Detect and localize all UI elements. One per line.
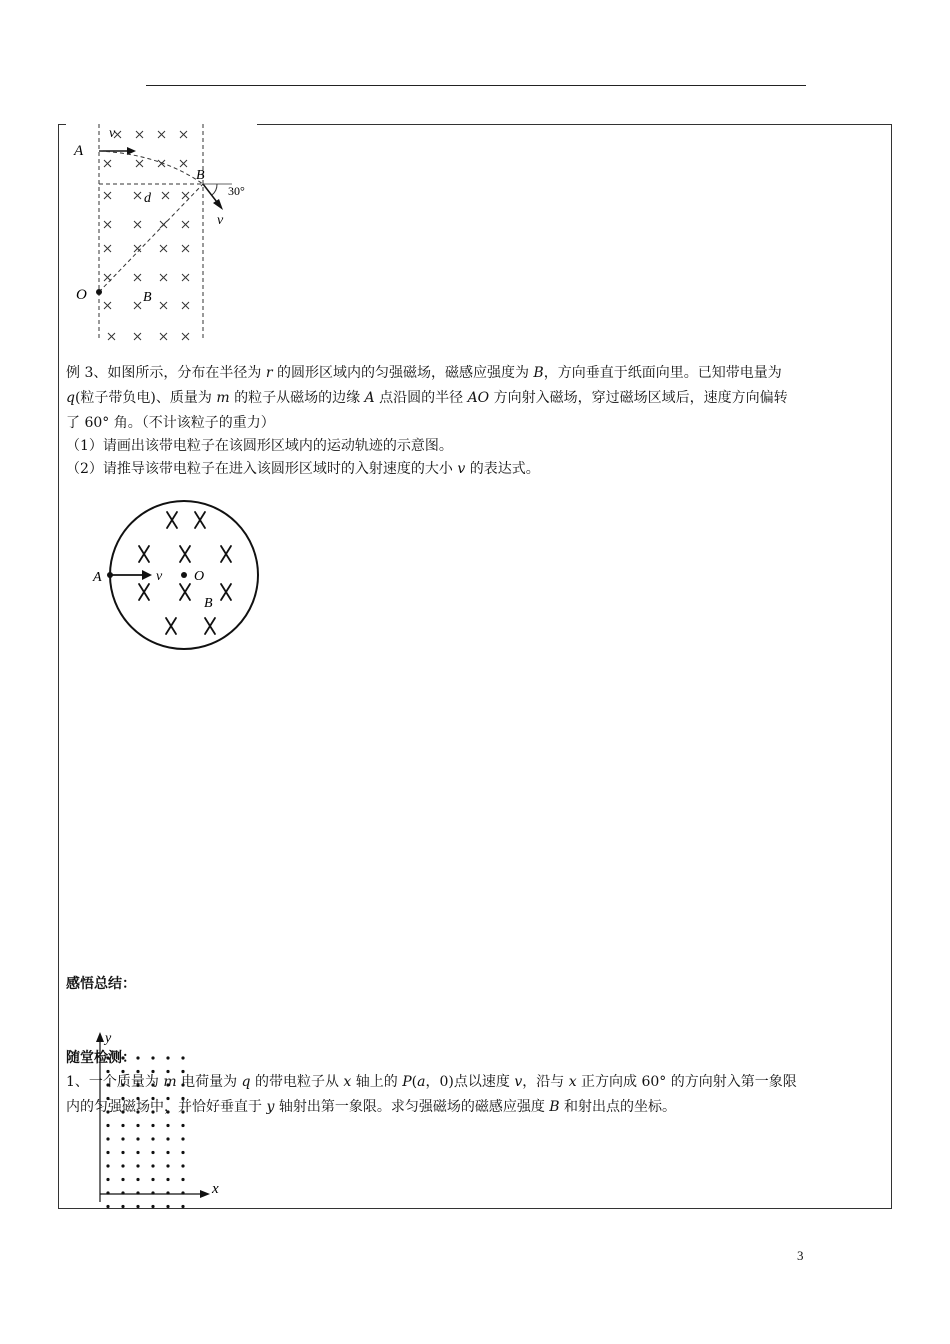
- field-dot: [181, 1164, 184, 1167]
- ex3-text: 方向射入磁场，穿过磁场区域后，速度方向偏转: [489, 390, 788, 406]
- field-dot: [106, 1191, 109, 1194]
- page-number: 3: [797, 1248, 804, 1263]
- quiz-text: 内的匀强磁场中，并恰好垂直于: [66, 1099, 267, 1115]
- quiz-text: 轴射出第一象限。求匀强磁场的磁感应强度: [274, 1099, 550, 1115]
- frame-top-border: [257, 124, 891, 125]
- field-dot: [136, 1124, 139, 1127]
- field-dot: [106, 1178, 109, 1181]
- field-dot: [151, 1137, 154, 1140]
- field-dot: [151, 1164, 154, 1167]
- field-dot: [106, 1124, 109, 1127]
- summary-heading: 感悟总结：: [66, 976, 136, 992]
- var-v: v: [457, 461, 466, 477]
- var-q: q: [241, 1074, 251, 1090]
- ex3-text: （2）请推导该带电粒子在进入该圆形区域时的入射速度的大小: [66, 461, 458, 477]
- ex3-text: ，方向垂直于纸面向里。已知带电量为: [543, 365, 782, 381]
- field-dot: [136, 1178, 139, 1181]
- field-dot: [151, 1124, 154, 1127]
- var-AO: AO: [467, 390, 490, 406]
- field-dot: [181, 1191, 184, 1194]
- example3-paragraph: [66, 362, 886, 481]
- quiz-text: 的带电粒子从: [250, 1074, 344, 1090]
- var-B: B: [533, 365, 544, 381]
- field-dot: [181, 1178, 184, 1181]
- field-dot: [166, 1191, 169, 1194]
- field-dot: [106, 1205, 109, 1208]
- field-dot: [166, 1178, 169, 1181]
- fig2-label-v: v: [156, 569, 163, 584]
- quiz-text: (: [411, 1074, 418, 1090]
- ex3-text: 点沿圆的半径: [374, 390, 468, 406]
- field-dot: [181, 1151, 184, 1154]
- example3-question1: （1）请画出该带电粒子在该圆形区域内的运动轨迹的示意图。: [66, 438, 453, 454]
- quiz-text: 1、一个质量为: [66, 1074, 164, 1090]
- quiz1-line2: [66, 1096, 886, 1119]
- field-dot: [166, 1056, 169, 1059]
- field-dot: [136, 1205, 139, 1208]
- field-dot: [121, 1205, 124, 1208]
- quiz1-line1: [66, 1071, 886, 1094]
- var-B: B: [549, 1099, 560, 1115]
- var-m: m: [163, 1074, 177, 1090]
- field-dot: [136, 1164, 139, 1167]
- quiz-text: ，0)点以速度: [425, 1074, 515, 1090]
- field-dot: [121, 1178, 124, 1181]
- var-a: a: [417, 1074, 426, 1090]
- fig1-angle-label: 30°: [228, 184, 245, 198]
- fig1-label-B-field: B: [143, 290, 152, 305]
- quiz-text: 电荷量为: [176, 1074, 242, 1090]
- field-dot: [181, 1137, 184, 1140]
- field-dot: [106, 1151, 109, 1154]
- fig2-label-A: A: [93, 570, 102, 585]
- var-P: P: [402, 1074, 412, 1090]
- field-dot: [166, 1124, 169, 1127]
- quiz-text: 正方向成 60° 的方向射入第一象限: [576, 1074, 797, 1090]
- ex3-text: 的表达式。: [465, 461, 540, 477]
- fig2-label-B: B: [204, 596, 213, 611]
- quiz-text: 和射出点的坐标。: [559, 1099, 677, 1115]
- var-r: r: [265, 365, 273, 381]
- field-dot: [106, 1137, 109, 1140]
- field-dot: [166, 1137, 169, 1140]
- fig1-label-O: O: [76, 287, 87, 303]
- ex3-text: 的粒子从磁场的边缘: [229, 390, 365, 406]
- figure-circle-field: [88, 495, 268, 655]
- header-rule: [146, 85, 806, 86]
- field-dot: [151, 1205, 154, 1208]
- var-y: y: [266, 1099, 275, 1115]
- example3-line1: [66, 362, 886, 385]
- fig2-label-O: O: [194, 569, 205, 584]
- field-dot: [151, 1056, 154, 1059]
- field-dot: [136, 1137, 139, 1140]
- field-dot: [181, 1124, 184, 1127]
- field-dot: [106, 1164, 109, 1167]
- field-dot: [151, 1178, 154, 1181]
- var-A: A: [364, 390, 375, 406]
- quiz-question1: [66, 1071, 886, 1119]
- field-dot: [136, 1056, 139, 1059]
- ex3-text: (粒子带负电)、质量为: [74, 390, 217, 406]
- example3-question2: [66, 458, 886, 481]
- quiz-heading: 随堂检测：: [66, 1050, 136, 1066]
- quiz-text: ，沿与: [522, 1074, 569, 1090]
- fig1-label-v-top: v: [109, 126, 116, 141]
- field-dot: [121, 1191, 124, 1194]
- var-x: x: [343, 1074, 352, 1090]
- fig3-label-x: x: [212, 1181, 219, 1197]
- var-v: v: [514, 1074, 523, 1090]
- field-dot: [166, 1164, 169, 1167]
- field-dot: [166, 1205, 169, 1208]
- fig1-label-d: d: [144, 191, 151, 206]
- figure-rect-field: [60, 118, 260, 348]
- ex3-text: 例 3、如图所示，分布在半径为: [66, 365, 266, 381]
- field-dot: [136, 1151, 139, 1154]
- field-dot: [151, 1191, 154, 1194]
- example3-line2: [66, 387, 886, 410]
- var-x: x: [568, 1074, 577, 1090]
- field-dot: [181, 1205, 184, 1208]
- field-dot: [121, 1137, 124, 1140]
- fig1-label-v-exit: v: [217, 213, 224, 228]
- fig1-label-A: A: [74, 143, 84, 159]
- example3-line3: 了 60° 角。（不计该粒子的重力）: [66, 415, 275, 431]
- ex3-text: 的圆形区域内的匀强磁场，磁感应强度为: [272, 365, 534, 381]
- field-dot: [121, 1124, 124, 1127]
- quiz-text: 轴上的: [351, 1074, 403, 1090]
- field-dot: [181, 1056, 184, 1059]
- field-dot: [121, 1151, 124, 1154]
- field-dot: [166, 1151, 169, 1154]
- field-dot: [121, 1164, 124, 1167]
- field-dot: [151, 1151, 154, 1154]
- fig1-label-B-point: B: [196, 168, 205, 183]
- var-q: q: [66, 390, 75, 406]
- fig3-label-y: y: [105, 1031, 112, 1046]
- var-m: m: [216, 390, 230, 406]
- field-dot: [136, 1191, 139, 1194]
